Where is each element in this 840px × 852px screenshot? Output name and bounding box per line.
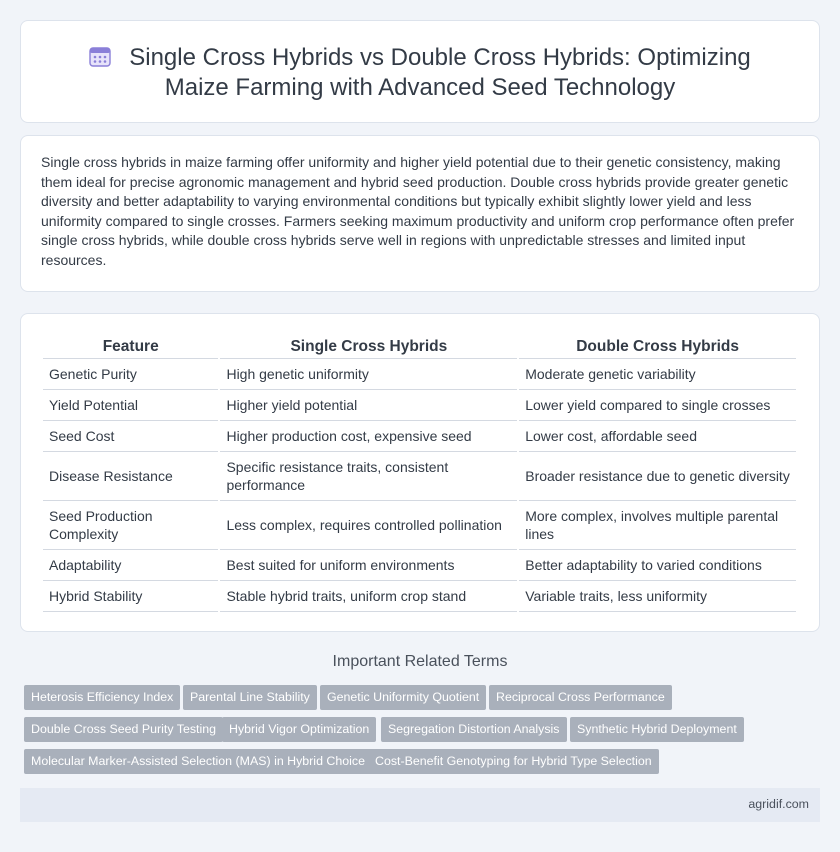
double-cross-cell: Broader resistance due to genetic diversity [519,452,796,501]
table-row [43,359,796,390]
single-cross-cell: High genetic uniformity [220,359,517,390]
header-single-cross: Single Cross Hybrids [220,334,517,359]
single-cross-cell: Stable hybrid traits, uniform crop stand [220,581,517,612]
term-tag[interactable]: Molecular Marker-Assisted Selection (MAS) in Hybrid Choice [24,749,372,774]
double-cross-cell: Better adaptability to varied conditions [519,550,796,581]
comparison-table-card [20,313,820,632]
double-cross-cell: Lower cost, affordable seed [519,421,796,452]
feature-cell: Seed Production Complexity [43,501,218,550]
term-tag[interactable]: Reciprocal Cross Performance [489,685,672,710]
single-cross-cell: Best suited for uniform environments [220,550,517,581]
header-feature: Feature [43,334,218,359]
feature-cell: Hybrid Stability [43,581,218,612]
term-tag[interactable]: Segregation Distortion Analysis [381,717,567,742]
page-title-wrap [21,43,819,103]
term-tag[interactable]: Genetic Uniformity Quotient [320,685,486,710]
header-card [20,20,820,123]
double-cross-cell: Lower yield compared to single crosses [519,390,796,421]
intro-paragraph: Single cross hybrids in maize farming offer uniformity and higher yield potential due to their genetic consistency, making them ideal for precise agronomic management and hybrid seed production. Double cross hybrids provide greater genetic diversity and better adaptability to varying environmental conditions but typically exhibit slightly lower yield and less uniformity compared to single crosses. Farmers seeking maximum productivity and uniform crop performance often prefer single cross hybrids, while double cross hybrids serve well in regions with unpredictable stresses and limited input resources. [41,154,795,268]
single-cross-cell: Higher yield potential [220,390,517,421]
intro-card [20,135,820,292]
table-row [43,550,796,581]
term-tag[interactable]: Cost-Benefit Genotyping for Hybrid Type Selection [368,749,659,774]
calendar-icon [89,45,111,67]
table-row [43,452,796,501]
single-cross-cell: Less complex, requires controlled pollination [220,501,517,550]
single-cross-cell: Specific resistance traits, consistent performance [220,452,517,501]
table-row [43,501,796,550]
term-tag[interactable]: Heterosis Efficiency Index [24,685,180,710]
table-row [43,421,796,452]
feature-cell: Seed Cost [43,421,218,452]
term-tag[interactable]: Synthetic Hybrid Deployment [570,717,744,742]
feature-cell: Adaptability [43,550,218,581]
double-cross-cell: Moderate genetic variability [519,359,796,390]
term-tag[interactable]: Parental Line Stability [183,685,317,710]
header-double-cross: Double Cross Hybrids [519,334,796,359]
feature-cell: Genetic Purity [43,359,218,390]
table-row [43,581,796,612]
page-title: Single Cross Hybrids vs Double Cross Hybrids: Optimizing Maize Farming with Advanced Seed Technology [129,44,751,101]
single-cross-cell: Higher production cost, expensive seed [220,421,517,452]
table-header-row [43,334,796,359]
feature-cell: Yield Potential [43,390,218,421]
double-cross-cell: Variable traits, less uniformity [519,581,796,612]
feature-cell: Disease Resistance [43,452,218,501]
footer-site-link[interactable]: agridif.com [748,797,809,811]
double-cross-cell: More complex, involves multiple parental lines [519,501,796,550]
comparison-table [41,334,798,612]
table-row [43,390,796,421]
term-tag[interactable]: Double Cross Seed Purity Testing [24,717,223,742]
related-terms-title: Important Related Terms [332,653,508,670]
term-tag[interactable]: Hybrid Vigor Optimization [222,717,376,742]
footer [20,788,820,822]
